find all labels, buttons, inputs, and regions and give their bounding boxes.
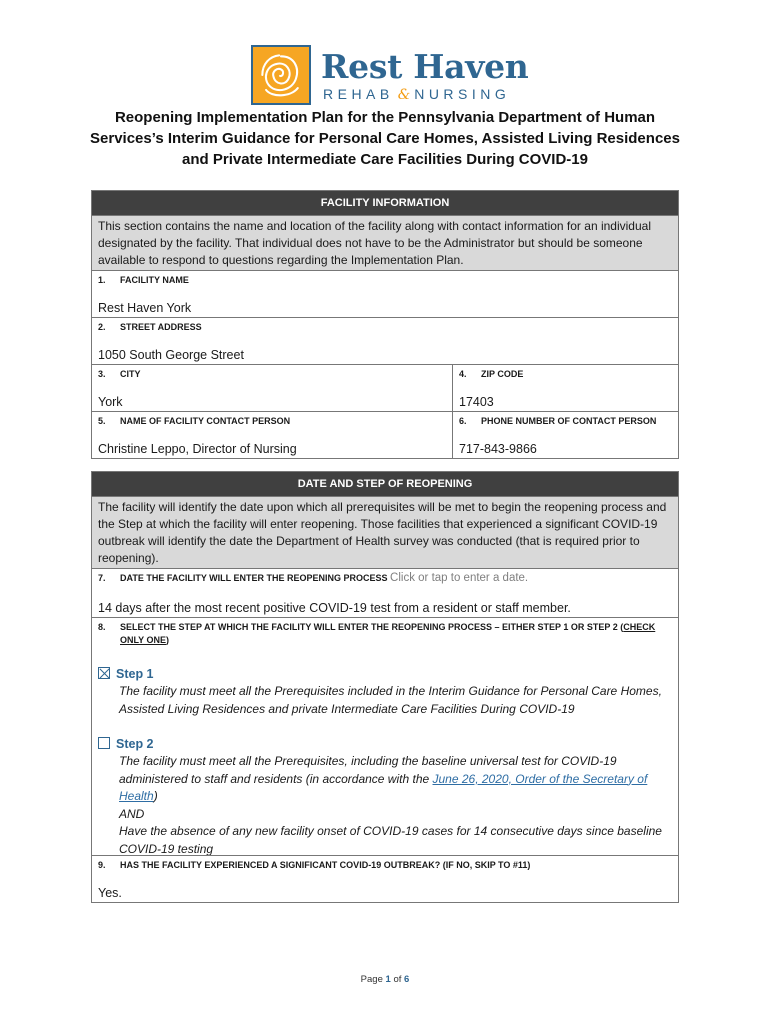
field-label-text: CITY bbox=[120, 369, 141, 379]
contact-cell bbox=[92, 412, 452, 458]
street-address-row bbox=[92, 317, 678, 364]
step-label-main: SELECT THE STEP AT WHICH THE FACILITY WILL ENTER THE REOPENING PROCESS – EITHER STEP 1 OR STEP 2 ( bbox=[120, 622, 624, 632]
zip-field[interactable]: 17403 bbox=[459, 395, 494, 409]
facility-name-row bbox=[92, 270, 678, 317]
step-label-underlined: CHECK ONLY ONE bbox=[120, 622, 656, 645]
step-label-end: ) bbox=[166, 635, 170, 645]
facility-information-section bbox=[91, 190, 679, 459]
field-label-text: HAS THE FACILITY EXPERIENCED A SIGNIFICANT COVID-19 OUTBREAK? (IF NO, SKIP TO #11) bbox=[120, 860, 531, 870]
field-label-text: NAME OF FACILITY CONTACT PERSON bbox=[120, 416, 291, 426]
document-title bbox=[60, 107, 710, 170]
reopening-date-field[interactable]: 14 days after the most recent positive COVID-19 test from a resident or staff member. bbox=[98, 601, 571, 615]
contact-person-field[interactable]: Christine Leppo, Director of Nursing bbox=[98, 442, 297, 456]
field-number: 6. bbox=[459, 416, 467, 426]
step-1-text: The facility must meet all the Prerequisites included in the Interim Guidance for Personal Care Homes, Assisted Living Residences and private Intermediate Care Facilities During COVID-19 bbox=[119, 684, 662, 716]
contact-label bbox=[92, 412, 452, 427]
title-line-1: Reopening Implementation Plan for the Pennsylvania Department of Human bbox=[114, 109, 656, 126]
field-number: 8. bbox=[98, 622, 106, 632]
checked-checkbox-icon[interactable] bbox=[98, 667, 110, 679]
unchecked-checkbox-icon[interactable] bbox=[98, 737, 110, 749]
rest-haven-logo bbox=[251, 45, 529, 107]
page-label: Page bbox=[360, 974, 383, 985]
logo-wordmark: Rest Haven bbox=[321, 47, 529, 86]
of-label: of bbox=[393, 974, 402, 985]
outbreak-label bbox=[92, 856, 678, 871]
step-2-heading[interactable] bbox=[98, 735, 672, 753]
page-number: 1 bbox=[385, 974, 391, 985]
zip-cell bbox=[452, 365, 678, 411]
city-zip-row bbox=[92, 364, 678, 411]
field-number: 1. bbox=[98, 275, 106, 285]
field-label-text: STREET ADDRESS bbox=[120, 322, 202, 332]
step-2-and: AND bbox=[119, 806, 145, 821]
reopening-step-label bbox=[92, 618, 678, 647]
title-line-3: and Private Intermediate Care Facilities During COVID-19 bbox=[182, 151, 588, 168]
step-1-title: Step 1 bbox=[116, 667, 154, 681]
outbreak-row bbox=[92, 855, 678, 902]
field-label-text bbox=[120, 621, 672, 647]
title-line-2: Services’s Interim Guidance for Personal Care Homes, Assisted Living Residences bbox=[90, 130, 680, 147]
field-label-text: DATE THE FACILITY WILL ENTER THE REOPENING PROCESS bbox=[120, 573, 388, 583]
field-number: 5. bbox=[98, 416, 106, 426]
logo-tagline-left: REHAB bbox=[323, 86, 394, 102]
phone-field[interactable]: 717-843-9866 bbox=[459, 442, 537, 456]
step-2-text-b: ) bbox=[153, 789, 158, 803]
city-field[interactable]: York bbox=[98, 395, 123, 409]
reopening-step-row bbox=[92, 617, 678, 855]
logo-tagline bbox=[323, 86, 510, 103]
step-options bbox=[92, 665, 678, 858]
reopening-section bbox=[91, 471, 679, 903]
reopening-date-label bbox=[92, 569, 678, 584]
reopening-section-header: DATE AND STEP OF REOPENING bbox=[92, 472, 678, 496]
field-number: 4. bbox=[459, 369, 467, 379]
rose-logo-icon bbox=[251, 45, 311, 105]
facility-section-description: This section contains the name and location of the facility along with contact information for an individual designated by the facility. That individual does not have to be the Administrator but should be someone available to respond to questions regarding the Implementation Plan. bbox=[92, 215, 678, 270]
zip-label bbox=[453, 365, 678, 380]
step-2-text-a: The facility must meet all the Prerequisites, including the baseline universal test for COVID-19 administered to staff and residents (in accordance with the bbox=[119, 754, 617, 786]
step-2-text-c: Have the absence of any new facility onset of COVID-19 cases for 14 consecutive days since baseline COVID-19 testing bbox=[119, 824, 662, 856]
facility-section-header: FACILITY INFORMATION bbox=[92, 191, 678, 215]
step-1-heading[interactable] bbox=[98, 665, 672, 683]
contact-phone-row bbox=[92, 411, 678, 458]
logo-tagline-right: NURSING bbox=[414, 86, 511, 102]
phone-label bbox=[453, 412, 678, 427]
date-picker-placeholder[interactable]: Click or tap to enter a date. bbox=[390, 572, 529, 584]
field-label-text: PHONE NUMBER OF CONTACT PERSON bbox=[481, 416, 657, 426]
field-label-text: ZIP CODE bbox=[481, 369, 524, 379]
secretary-order-link[interactable]: June 26, 2020, Order of the Secretary of Health bbox=[119, 771, 648, 803]
step-2-title: Step 2 bbox=[116, 737, 154, 751]
reopening-date-row bbox=[92, 568, 678, 617]
field-number: 7. bbox=[98, 573, 106, 583]
street-address-label bbox=[92, 318, 678, 333]
field-label-text: FACILITY NAME bbox=[120, 275, 189, 285]
reopening-section-description: The facility will identify the date upon which all prerequisites will be met to begin the reopening process and the Step at which the facility will enter reopening. Those facilities that experienced a significant COVID-19 outbreak will identify the date the Department of Health survey was conducted (that is required prior to reopening). bbox=[92, 496, 678, 568]
field-number: 2. bbox=[98, 322, 106, 332]
step-2-option[interactable] bbox=[98, 735, 672, 858]
logo-tagline-amp: & bbox=[397, 87, 411, 103]
step-1-option[interactable] bbox=[98, 665, 672, 718]
outbreak-field[interactable]: Yes. bbox=[98, 886, 122, 900]
street-address-field[interactable]: 1050 South George Street bbox=[98, 348, 244, 362]
page-total: 6 bbox=[404, 974, 410, 985]
city-label bbox=[92, 365, 452, 380]
phone-cell bbox=[452, 412, 678, 458]
page-footer bbox=[0, 974, 770, 985]
facility-name-field[interactable]: Rest Haven York bbox=[98, 301, 192, 315]
field-number: 9. bbox=[98, 860, 106, 870]
field-number: 3. bbox=[98, 369, 106, 379]
city-cell bbox=[92, 365, 452, 411]
step-2-text bbox=[98, 753, 672, 806]
facility-name-label bbox=[92, 271, 678, 286]
